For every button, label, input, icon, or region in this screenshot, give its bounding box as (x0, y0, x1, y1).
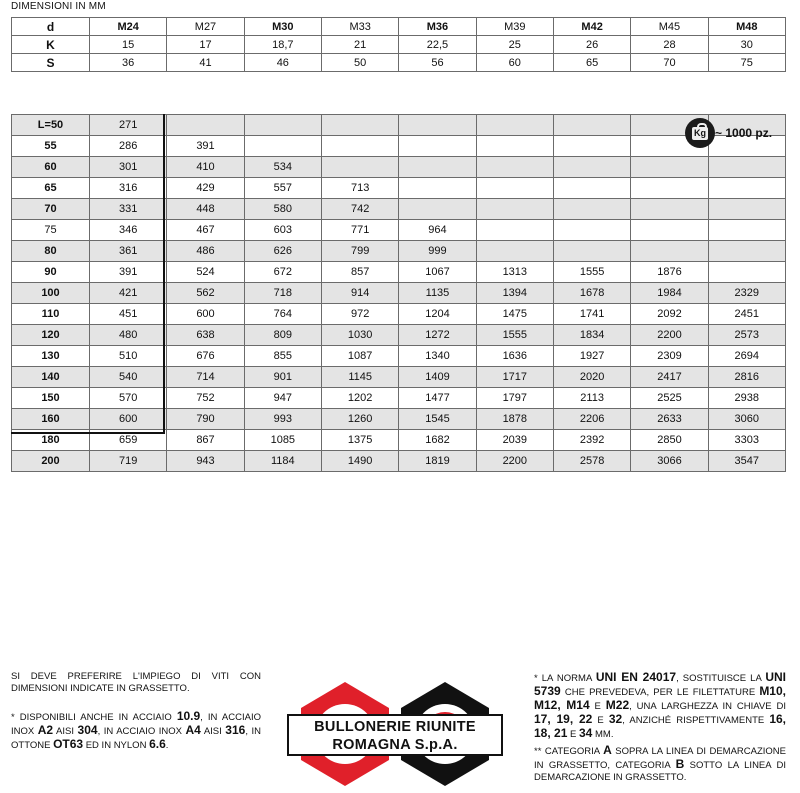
weight-cell: 3303 (708, 430, 785, 451)
length-label: 100 (12, 283, 90, 304)
weight-cell: 316 (90, 178, 167, 199)
size-header: M36 (399, 18, 476, 36)
weight-cell: 1260 (321, 409, 398, 430)
weight-cell: 429 (167, 178, 244, 199)
weight-cell (553, 115, 630, 136)
dims-cell: 25 (476, 36, 553, 54)
dims-cell: 46 (244, 54, 321, 72)
weight-cell: 1490 (321, 451, 398, 472)
weight-cell (708, 178, 785, 199)
size-header: M27 (167, 18, 244, 36)
weight-cell: 790 (167, 409, 244, 430)
weight-cell (631, 199, 708, 220)
weight-cell (708, 157, 785, 178)
dims-cell: 36 (90, 54, 167, 72)
weight-cell: 1085 (244, 430, 321, 451)
demarcation-line-vertical (163, 114, 165, 433)
size-header: M48 (708, 18, 785, 36)
weight-cell: 603 (244, 220, 321, 241)
length-row (12, 178, 786, 199)
weight-cell (476, 157, 553, 178)
weight-cell: 1876 (631, 262, 708, 283)
length-row (12, 451, 786, 472)
length-row (12, 409, 786, 430)
size-header: M30 (244, 18, 321, 36)
dims-cell: 50 (321, 54, 398, 72)
weight-cell (399, 199, 476, 220)
weight-cell (244, 136, 321, 157)
length-row (12, 304, 786, 325)
dims-cell: 22,5 (399, 36, 476, 54)
weight-cell: 391 (167, 136, 244, 157)
weight-cell (631, 157, 708, 178)
note-standard: * LA NORMA UNI EN 24017, SOSTITUISCE LA UNI 5739 CHE PREVEDEVA, PER LE FILETTATURE M10, M12, M14 E M22, UNA LARGHEZZA IN CHIAVE DI 17, 19, 22 E 32, ANZICHÉ RISPETTIVAMENTE 16, 18, 21 E 34 MM. (534, 670, 787, 740)
weight-cell: 2392 (553, 430, 630, 451)
note-materials: * DISPONIBILI ANCHE IN ACCIAIO 10.9, IN ACCIAIO INOX A2 AISI 304, IN ACCIAIO INOX A4 AISI 316, IN OTTONE OT63 ED IN NYLON 6.6. (11, 709, 261, 751)
caption: DIMENSIONI IN MM (11, 1, 106, 12)
weight-cell (553, 199, 630, 220)
weight-cell: 1394 (476, 283, 553, 304)
weight-cell: 2113 (553, 388, 630, 409)
weight-cell (476, 241, 553, 262)
weight-cell: 562 (167, 283, 244, 304)
weight-cell: 718 (244, 283, 321, 304)
weight-cell: 626 (244, 241, 321, 262)
weight-cell: 857 (321, 262, 398, 283)
weight-cell: 540 (90, 367, 167, 388)
weight-cell (399, 157, 476, 178)
weight-cell: 1636 (476, 346, 553, 367)
length-label: 55 (12, 136, 90, 157)
weight-cell: 1834 (553, 325, 630, 346)
logo-line1: BULLONERIE RIUNITE (314, 719, 476, 735)
weight-cell (553, 220, 630, 241)
length-row (12, 220, 786, 241)
weight-cell: 1409 (399, 367, 476, 388)
dims-row-label: K (12, 36, 90, 54)
size-header: M42 (553, 18, 630, 36)
weight-cell (399, 136, 476, 157)
weight-cell: 809 (244, 325, 321, 346)
size-header: M39 (476, 18, 553, 36)
dims-cell: 75 (708, 54, 785, 72)
weight-cell: 999 (399, 241, 476, 262)
weight-cell: 2451 (708, 304, 785, 325)
weight-cell: 972 (321, 304, 398, 325)
weight-cell: 2938 (708, 388, 785, 409)
length-row (12, 346, 786, 367)
weight-cell: 2694 (708, 346, 785, 367)
weight-cell: 410 (167, 157, 244, 178)
length-label: 200 (12, 451, 90, 472)
weight-cell: 1741 (553, 304, 630, 325)
weight-cell (167, 115, 244, 136)
weight-cell: 2206 (553, 409, 630, 430)
weight-cell: 1678 (553, 283, 630, 304)
weight-cell: 1545 (399, 409, 476, 430)
weight-cell: 451 (90, 304, 167, 325)
weight-cell: 799 (321, 241, 398, 262)
length-label: 140 (12, 367, 90, 388)
weight-cell: 2417 (631, 367, 708, 388)
length-label: 75 (12, 220, 90, 241)
length-row (12, 367, 786, 388)
length-label: 160 (12, 409, 90, 430)
weight-cell: 361 (90, 241, 167, 262)
length-row (12, 241, 786, 262)
weight-cell: 714 (167, 367, 244, 388)
weight-cell (321, 157, 398, 178)
weight-cell: 1030 (321, 325, 398, 346)
dimensions-table (11, 17, 786, 72)
length-row (12, 199, 786, 220)
length-row (12, 157, 786, 178)
weight-cell: 672 (244, 262, 321, 283)
dims-cell: 56 (399, 54, 476, 72)
dims-cell: 70 (631, 54, 708, 72)
weight-cell: 1717 (476, 367, 553, 388)
weight-cell: 943 (167, 451, 244, 472)
weight-cell: 1313 (476, 262, 553, 283)
weight-cell: 719 (90, 451, 167, 472)
length-label: 130 (12, 346, 90, 367)
weight-cell: 2525 (631, 388, 708, 409)
weight-cell: 3066 (631, 451, 708, 472)
weight-cell (553, 157, 630, 178)
weight-cell: 2633 (631, 409, 708, 430)
dims-cell: 18,7 (244, 36, 321, 54)
weight-cell: 659 (90, 430, 167, 451)
weight-cell: 301 (90, 157, 167, 178)
dims-cell: 60 (476, 54, 553, 72)
weight-cell: 1475 (476, 304, 553, 325)
weight-cell: 600 (167, 304, 244, 325)
weight-cell: 2039 (476, 430, 553, 451)
weight-cell: 2850 (631, 430, 708, 451)
weight-cell: 1819 (399, 451, 476, 472)
weight-cell: 1682 (399, 430, 476, 451)
weight-cell (399, 115, 476, 136)
weight-cell: 480 (90, 325, 167, 346)
weight-cell: 3060 (708, 409, 785, 430)
dims-cell: 21 (321, 36, 398, 54)
weight-cell: 1145 (321, 367, 398, 388)
weight-cell: 2200 (476, 451, 553, 472)
weight-cell: 510 (90, 346, 167, 367)
weight-cell: 2200 (631, 325, 708, 346)
weight-badge (685, 116, 785, 148)
weight-cell: 1927 (553, 346, 630, 367)
weight-cell: 901 (244, 367, 321, 388)
dims-cell: 28 (631, 36, 708, 54)
weight-cell: 2092 (631, 304, 708, 325)
lengths-weight-table (11, 114, 786, 472)
dims-cell: 65 (553, 54, 630, 72)
dims-cell: 26 (553, 36, 630, 54)
length-label: L=50 (12, 115, 90, 136)
weight-cell: 1272 (399, 325, 476, 346)
weight-cell: 331 (90, 199, 167, 220)
weight-cell: 676 (167, 346, 244, 367)
weight-cell (708, 220, 785, 241)
length-label: 150 (12, 388, 90, 409)
length-row (12, 325, 786, 346)
weight-cell: 867 (167, 430, 244, 451)
weight-value: ~ 1000 pz. (715, 126, 773, 140)
weight-cell: 271 (90, 115, 167, 136)
dims-cell: 30 (708, 36, 785, 54)
weight-cell: 1135 (399, 283, 476, 304)
weight-cell (321, 115, 398, 136)
weight-cell: 1555 (476, 325, 553, 346)
weight-cell: 570 (90, 388, 167, 409)
weight-cell: 1067 (399, 262, 476, 283)
weight-cell: 855 (244, 346, 321, 367)
weight-cell: 534 (244, 157, 321, 178)
logo-text (287, 714, 503, 756)
weight-cell: 2578 (553, 451, 630, 472)
weight-cell: 947 (244, 388, 321, 409)
weight-cell (476, 115, 553, 136)
weight-cell: 964 (399, 220, 476, 241)
logo-line2: ROMAGNA S.p.A. (332, 737, 458, 753)
weight-cell: 1878 (476, 409, 553, 430)
weight-cell: 448 (167, 199, 244, 220)
length-label: 120 (12, 325, 90, 346)
length-label: 180 (12, 430, 90, 451)
weight-cell: 914 (321, 283, 398, 304)
weight-cell (244, 115, 321, 136)
length-row (12, 115, 786, 136)
weight-cell: 752 (167, 388, 244, 409)
weight-cell: 1184 (244, 451, 321, 472)
weight-cell (553, 241, 630, 262)
demarcation-line-horizontal (11, 432, 165, 434)
weight-cell: 600 (90, 409, 167, 430)
weight-cell: 742 (321, 199, 398, 220)
weight-cell (708, 199, 785, 220)
weight-cell: 1555 (553, 262, 630, 283)
weight-cell (321, 136, 398, 157)
weight-cell (631, 220, 708, 241)
weight-cell: 993 (244, 409, 321, 430)
weight-cell (476, 178, 553, 199)
weight-cell: 638 (167, 325, 244, 346)
weight-cell (631, 241, 708, 262)
length-row (12, 136, 786, 157)
weight-cell (476, 136, 553, 157)
dims-cell: 41 (167, 54, 244, 72)
length-label: 60 (12, 157, 90, 178)
length-label: 70 (12, 199, 90, 220)
weight-cell: 764 (244, 304, 321, 325)
weight-cell: 2329 (708, 283, 785, 304)
weight-cell: 1202 (321, 388, 398, 409)
weight-cell: 346 (90, 220, 167, 241)
dims-row (12, 54, 786, 72)
weight-cell: 2020 (553, 367, 630, 388)
weight-cell (476, 220, 553, 241)
weight-cell: 2816 (708, 367, 785, 388)
weight-cell: 286 (90, 136, 167, 157)
weight-cell: 2573 (708, 325, 785, 346)
weight-cell: 3547 (708, 451, 785, 472)
weight-cell: 486 (167, 241, 244, 262)
weight-cell: 467 (167, 220, 244, 241)
dims-row (12, 36, 786, 54)
weight-cell (631, 178, 708, 199)
dims-header-row (12, 18, 786, 36)
length-row (12, 388, 786, 409)
weight-cell: 2309 (631, 346, 708, 367)
note-category: ** CATEGORIA A SOPRA LA LINEA DI DEMARCAZIONE IN GRASSETTO, CATEGORIA B SOTTO LA LINEA DI DEMARCAZIONE IN GRASSETTO. (534, 743, 787, 783)
weight-cell: 771 (321, 220, 398, 241)
weight-cell (553, 136, 630, 157)
weight-cell: 1984 (631, 283, 708, 304)
weight-cell: 1375 (321, 430, 398, 451)
dims-cell: 15 (90, 36, 167, 54)
weight-cell: 1340 (399, 346, 476, 367)
weight-cell: 557 (244, 178, 321, 199)
weight-cell (708, 241, 785, 262)
weight-unit: Kg (694, 128, 706, 138)
company-logo (283, 680, 507, 788)
length-label: 110 (12, 304, 90, 325)
weight-cell: 1477 (399, 388, 476, 409)
dims-row-label: S (12, 54, 90, 72)
weight-cell: 1204 (399, 304, 476, 325)
dims-cell: 17 (167, 36, 244, 54)
weight-cell: 580 (244, 199, 321, 220)
size-header: M33 (321, 18, 398, 36)
weight-cell: 1087 (321, 346, 398, 367)
weight-cell (399, 178, 476, 199)
weight-cell: 524 (167, 262, 244, 283)
weight-cell: 713 (321, 178, 398, 199)
weight-cell (476, 199, 553, 220)
length-label: 80 (12, 241, 90, 262)
weight-cell (708, 262, 785, 283)
weight-cell: 391 (90, 262, 167, 283)
length-row (12, 262, 786, 283)
weight-cell: 421 (90, 283, 167, 304)
weight-cell (553, 178, 630, 199)
dims-header-label: d (12, 18, 90, 36)
length-row (12, 283, 786, 304)
length-label: 65 (12, 178, 90, 199)
weight-cell: 1797 (476, 388, 553, 409)
length-label: 90 (12, 262, 90, 283)
note-preference: SI DEVE PREFERIRE L'IMPIEGO DI VITI CON DIMENSIONI INDICATE IN GRASSETTO. (11, 671, 261, 694)
size-header: M45 (631, 18, 708, 36)
size-header: M24 (90, 18, 167, 36)
